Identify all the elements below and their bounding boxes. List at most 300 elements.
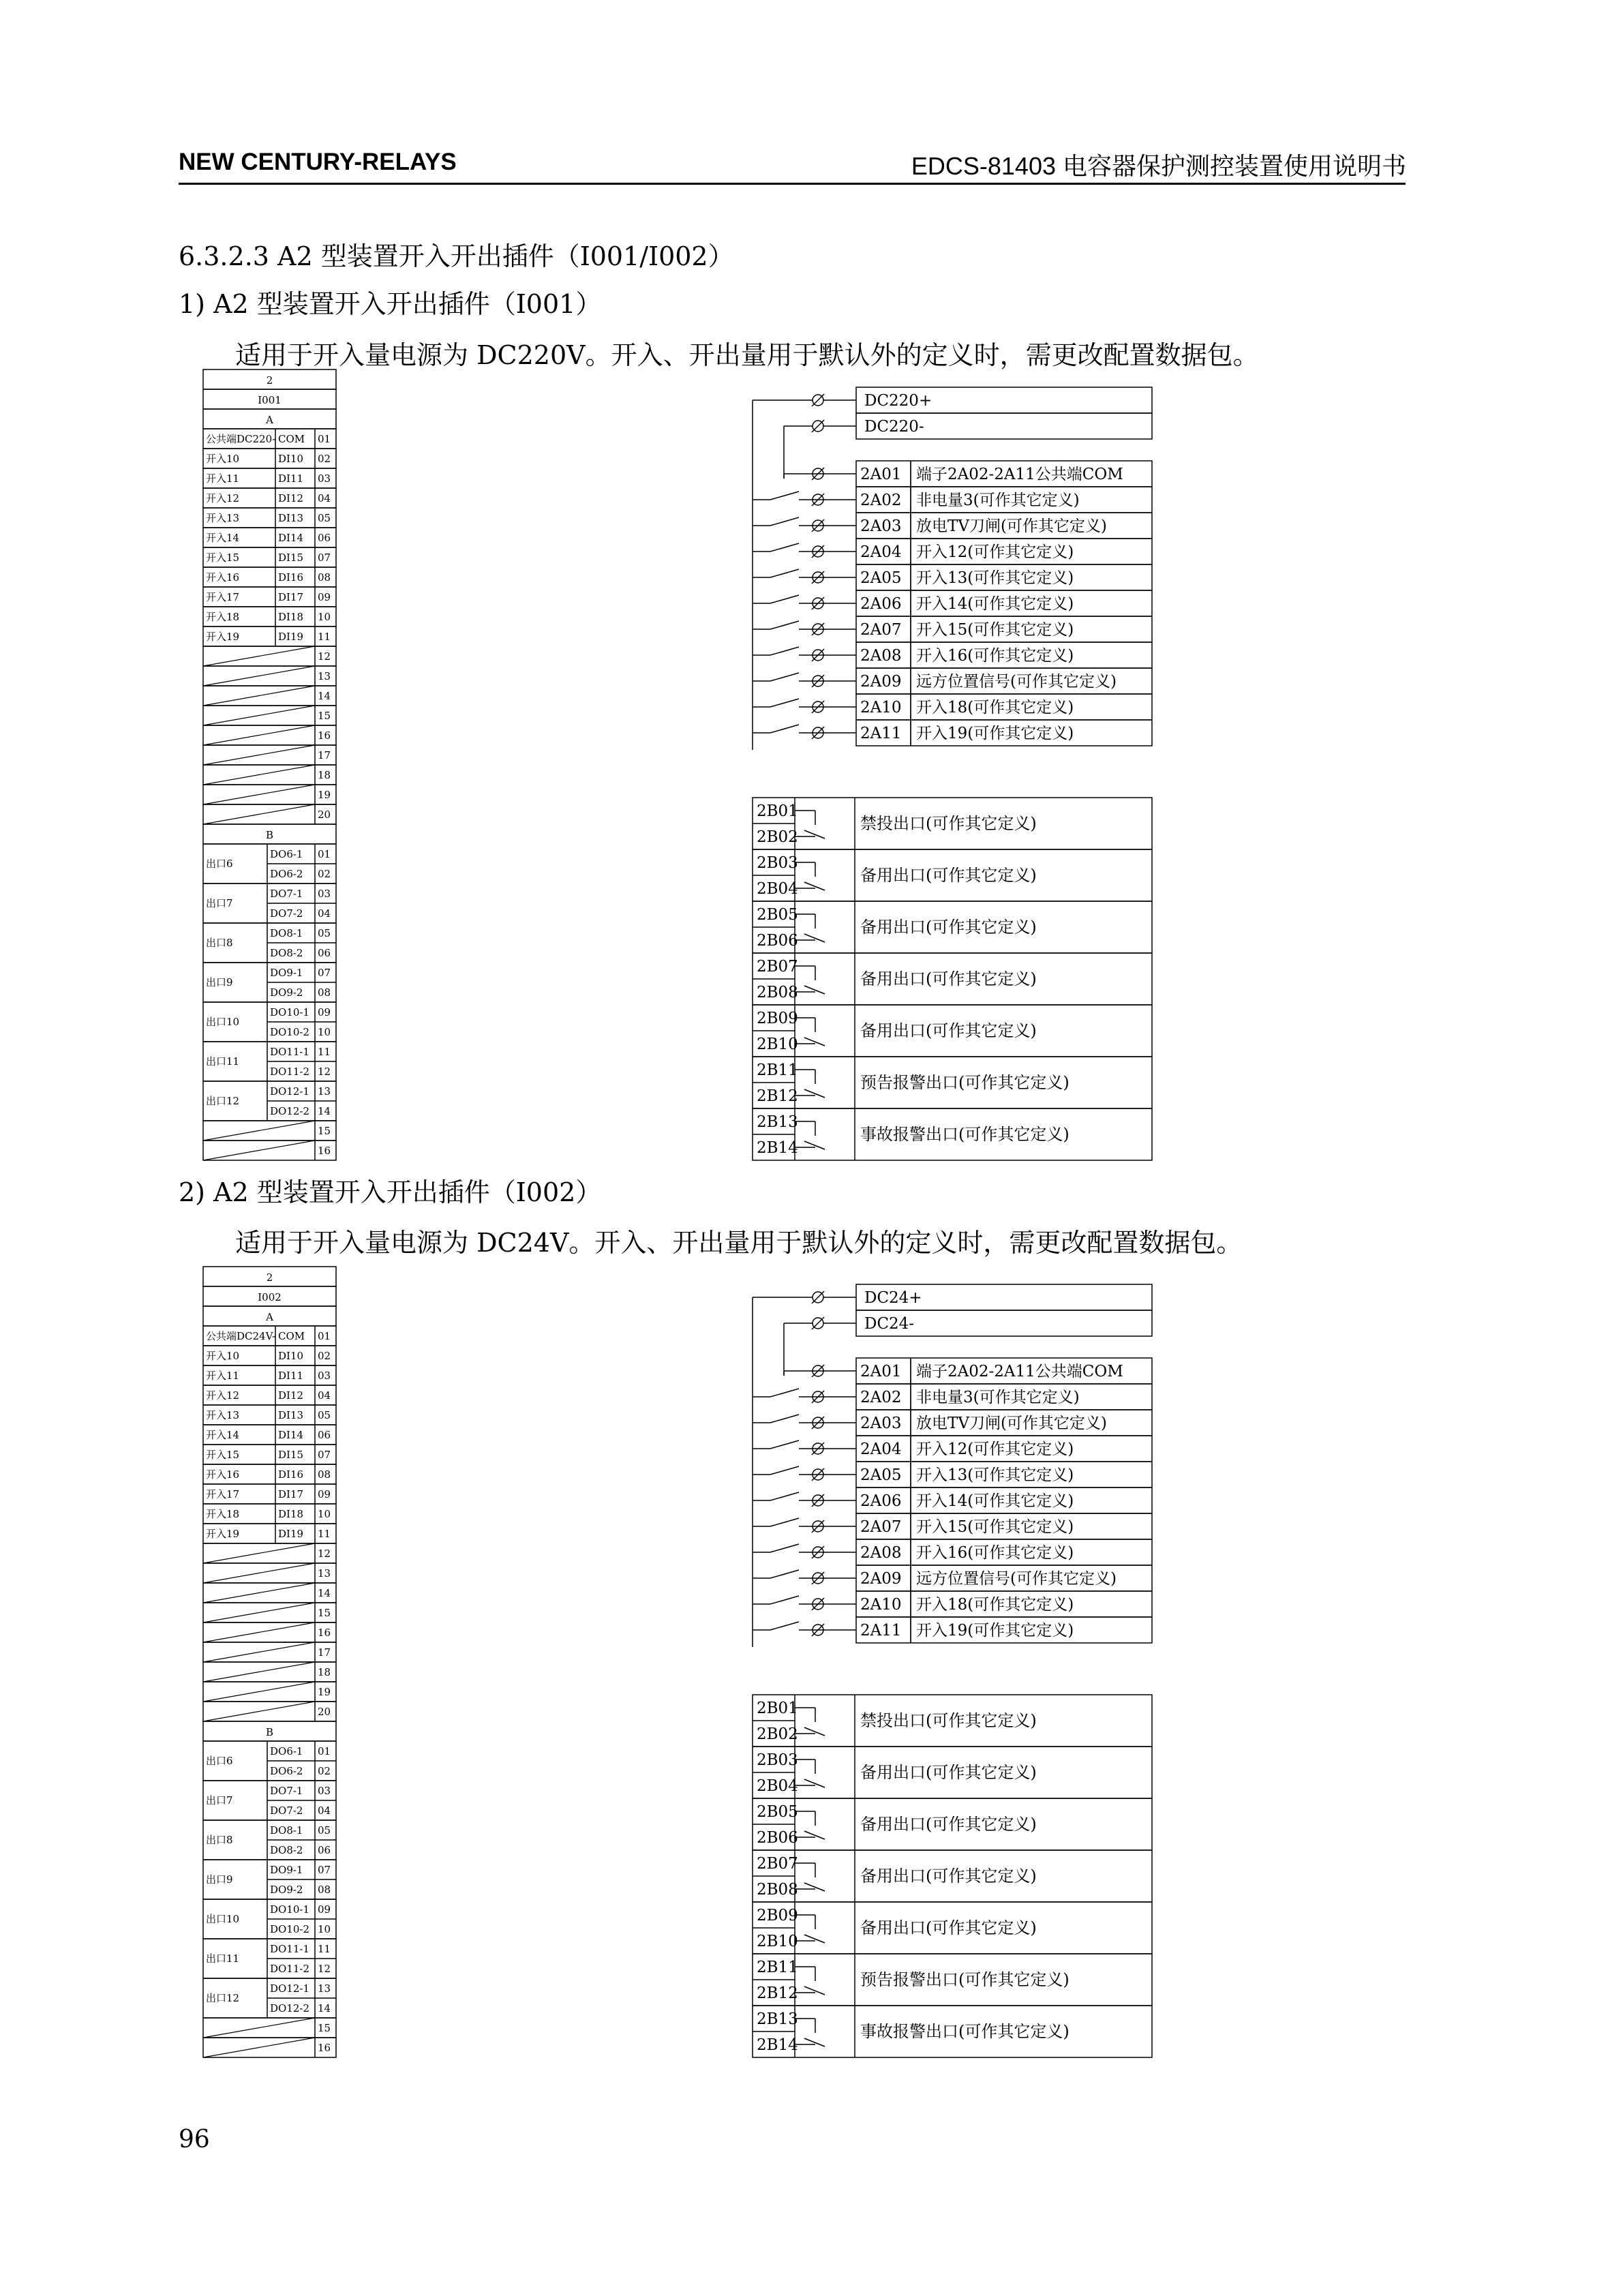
- table-row-code: DI19: [278, 1528, 304, 1540]
- table-row-pin: 05: [318, 927, 331, 939]
- output-description: 禁投出口(可作其它定义): [860, 1711, 1037, 1730]
- table-row-pin: 02: [318, 1350, 331, 1362]
- output-terminal-id: 2B03: [757, 854, 798, 872]
- input-contact-switch: [770, 647, 799, 655]
- table-row-pin: 07: [318, 1449, 331, 1461]
- relay-contact-blade: [804, 1935, 825, 1943]
- table-row-label: 开入15: [206, 552, 240, 564]
- output-description: 备用出口(可作其它定义): [860, 866, 1037, 885]
- output-terminal-id: 2B01: [757, 802, 798, 820]
- table-row-pin: 13: [318, 1982, 331, 1995]
- table-row-pin: 06: [318, 1429, 331, 1441]
- header-company: NEW CENTURY-RELAYS: [179, 149, 457, 175]
- plugin-2-heading: 2) A2 型装置开入开出插件（I002）: [179, 1177, 602, 1207]
- table-row-pin: 16: [318, 1627, 331, 1639]
- table-empty-diagonal: [203, 706, 315, 725]
- table-empty-row: [203, 1583, 336, 1603]
- table-section-b: B: [265, 829, 274, 841]
- input-description: 开入12(可作其它定义): [916, 1440, 1074, 1458]
- table-output-label: 出口11: [206, 1055, 240, 1068]
- table-empty-diagonal: [203, 1682, 315, 1702]
- input-description: 开入14(可作其它定义): [916, 1492, 1074, 1510]
- table-empty-row: [203, 646, 336, 666]
- relay-contact-blade: [804, 1141, 825, 1149]
- table-empty-row: [203, 785, 336, 804]
- table-row-label: 开入17: [206, 591, 240, 603]
- table-empty-row: [203, 2018, 336, 2038]
- table-row-label: 开入17: [206, 1488, 240, 1500]
- table-row-label: 开入18: [206, 1508, 240, 1520]
- input-description: 开入16(可作其它定义): [916, 647, 1074, 665]
- table-row-label: 开入10: [206, 1350, 240, 1362]
- table-row-code: DI15: [278, 552, 304, 564]
- table-row-label: 公共端DC220-: [206, 433, 276, 445]
- table-row-label: 开入18: [206, 611, 240, 623]
- table-empty-row: [203, 1642, 336, 1662]
- table-empty-row: [203, 686, 336, 706]
- table-row-pin: 10: [318, 1026, 331, 1038]
- output-description: 备用出口(可作其它定义): [860, 969, 1037, 988]
- plugin-1-terminal-table: [202, 368, 339, 1174]
- plugin-2-terminal-table: [202, 1265, 339, 2071]
- table-output-label: 出口6: [206, 1755, 233, 1767]
- table-empty-row: [203, 1141, 336, 1160]
- table-output-code: DO7-2: [270, 907, 303, 920]
- input-contact-switch: [770, 1415, 799, 1423]
- input-description: 开入18(可作其它定义): [916, 1596, 1074, 1614]
- plugin-1-description: 适用于开入量电源为 DC220V。开入、开出量用于默认外的定义时，需更改配置数据包。: [235, 340, 1259, 370]
- output-terminal-id: 2B06: [757, 1829, 798, 1847]
- power-label: DC24-: [864, 1315, 915, 1333]
- table-output-code: DO7-2: [270, 1804, 303, 1817]
- table-row-pin: 17: [318, 749, 331, 761]
- output-terminal-id: 2B14: [757, 2036, 798, 2054]
- input-description: 开入15(可作其它定义): [916, 621, 1074, 639]
- table-empty-diagonal: [203, 1543, 315, 1563]
- input-contact-switch: [770, 621, 799, 629]
- table-row-pin: 20: [318, 1706, 331, 1718]
- table-empty-row: [203, 1121, 336, 1141]
- table-row-pin: 15: [318, 1125, 331, 1137]
- table-output-code: DO10-1: [270, 1006, 310, 1018]
- table-slot-number: 2: [266, 374, 273, 387]
- table-output-code: DO12-1: [270, 1982, 310, 1995]
- input-contact-switch: [770, 595, 799, 603]
- table-row-code: DI11: [278, 1370, 304, 1382]
- table-row-pin: 10: [318, 1508, 331, 1520]
- relay-contact-blade: [804, 1883, 825, 1891]
- output-terminal-id: 2B03: [757, 1751, 798, 1769]
- table-output-code: DO6-2: [270, 868, 303, 880]
- table-row-pin: 03: [318, 1785, 331, 1797]
- table-row-code: DI15: [278, 1449, 304, 1461]
- table-row-pin: 15: [318, 2022, 331, 2034]
- input-terminal-id: 2A09: [860, 1570, 902, 1588]
- relay-contact-blade: [804, 934, 825, 942]
- table-row-pin: 06: [318, 1844, 331, 1856]
- table-slot-number: 2: [266, 1271, 273, 1284]
- input-description: 开入13(可作其它定义): [916, 569, 1074, 587]
- relay-contact-blade: [804, 882, 825, 890]
- table-output-code: DO12-2: [270, 2002, 310, 2014]
- table-row-pin: 01: [318, 433, 331, 445]
- table-row-code: DI16: [278, 571, 304, 584]
- table-row-label: 开入19: [206, 631, 240, 643]
- table-empty-diagonal: [203, 1642, 315, 1662]
- table-output-label: 出口9: [206, 1873, 233, 1886]
- table-row-pin: 12: [318, 1963, 331, 1975]
- plugin-1-heading: 1) A2 型装置开入开出插件（I001）: [179, 289, 602, 319]
- table-row-pin: 02: [318, 453, 331, 465]
- table-empty-row: [203, 1603, 336, 1622]
- output-description: 备用出口(可作其它定义): [860, 1021, 1037, 1040]
- table-row-code: DI13: [278, 512, 304, 524]
- table-row-code: DI12: [278, 492, 304, 504]
- table-row-pin: 12: [318, 1547, 331, 1560]
- table-output-code: DO7-1: [270, 1785, 303, 1797]
- relay-contact-blade: [804, 1038, 825, 1046]
- input-description: 开入14(可作其它定义): [916, 595, 1074, 613]
- input-contact-switch: [770, 699, 799, 707]
- table-empty-row: [203, 1563, 336, 1583]
- table-row-pin: 05: [318, 1824, 331, 1837]
- relay-contact-blade: [804, 2038, 825, 2046]
- table-row-pin: 09: [318, 1006, 331, 1018]
- table-row-pin: 09: [318, 1488, 331, 1500]
- table-row-code: DI10: [278, 453, 304, 465]
- table-row-pin: 05: [318, 1409, 331, 1421]
- table-row-code: COM: [278, 1330, 305, 1342]
- table-row-code: DI10: [278, 1350, 304, 1362]
- power-label: DC220+: [864, 392, 932, 410]
- input-terminal-id: 2A06: [860, 1492, 902, 1510]
- table-row-label: 开入14: [206, 1429, 240, 1441]
- output-terminal-id: 2B04: [757, 880, 798, 898]
- table-output-code: DO11-1: [270, 1046, 310, 1058]
- table-empty-diagonal: [203, 1141, 315, 1160]
- table-empty-row: [203, 1543, 336, 1563]
- input-terminal-id: 2A03: [860, 1415, 902, 1432]
- input-terminal-id: 2A10: [860, 699, 902, 716]
- table-row-pin: 15: [318, 710, 331, 722]
- table-empty-diagonal: [203, 1563, 315, 1583]
- table-row-code: DI14: [278, 1429, 304, 1441]
- input-contact-switch: [770, 543, 799, 552]
- table-row-pin: 08: [318, 1884, 331, 1896]
- power-label: DC24+: [864, 1289, 922, 1307]
- table-row-pin: 09: [318, 1903, 331, 1916]
- output-terminal-id: 2B10: [757, 1036, 798, 1053]
- input-description: 放电TV刀闸(可作其它定义): [916, 1415, 1107, 1432]
- table-row-code: DI14: [278, 532, 304, 544]
- table-row-pin: 08: [318, 571, 331, 584]
- input-description: 远方位置信号(可作其它定义): [916, 673, 1117, 691]
- table-output-code: DO9-2: [270, 986, 303, 999]
- table-row-pin: 18: [318, 1666, 331, 1678]
- table-row-pin: 01: [318, 1745, 331, 1757]
- table-row-code: DI19: [278, 631, 304, 643]
- table-row-pin: 13: [318, 1567, 331, 1580]
- input-terminal-id: 2A02: [860, 1389, 902, 1406]
- table-empty-diagonal: [203, 1622, 315, 1642]
- input-contact-switch: [770, 517, 799, 526]
- table-output-code: DO9-1: [270, 1864, 303, 1876]
- table-output-label: 出口7: [206, 897, 233, 909]
- input-contact-switch: [770, 1570, 799, 1578]
- table-output-label: 出口9: [206, 976, 233, 988]
- table-row-pin: 17: [318, 1646, 331, 1659]
- table-row-code: DI17: [278, 591, 304, 603]
- input-terminal-id: 2A06: [860, 595, 902, 613]
- output-description: 备用出口(可作其它定义): [860, 918, 1037, 937]
- table-row-pin: 06: [318, 532, 331, 544]
- table-empty-row: [203, 745, 336, 765]
- table-row-pin: 11: [318, 631, 331, 643]
- input-contact-switch: [770, 492, 799, 500]
- output-terminal-id: 2B02: [757, 828, 798, 846]
- table-row-label: 开入13: [206, 512, 240, 524]
- table-row-pin: 13: [318, 1085, 331, 1098]
- output-terminal-id: 2B12: [757, 1087, 798, 1105]
- input-terminal-id: 2A11: [860, 725, 902, 742]
- table-output-label: 出口8: [206, 937, 233, 949]
- table-output-code: DO12-1: [270, 1085, 310, 1098]
- table-row-pin: 11: [318, 1943, 331, 1955]
- table-output-label: 出口6: [206, 858, 233, 870]
- table-output-code: DO11-2: [270, 1963, 310, 1975]
- table-section-a: A: [266, 1311, 273, 1323]
- table-row-pin: 04: [318, 1389, 331, 1402]
- table-row-code: DI13: [278, 1409, 304, 1421]
- input-description: 开入18(可作其它定义): [916, 699, 1074, 716]
- table-output-code: DO11-1: [270, 1943, 310, 1955]
- input-terminal-id: 2A10: [860, 1596, 902, 1614]
- output-description: 备用出口(可作其它定义): [860, 1918, 1037, 1937]
- table-row-pin: 16: [318, 2042, 331, 2054]
- output-terminal-id: 2B13: [757, 1113, 798, 1131]
- input-terminal-id: 2A07: [860, 1518, 902, 1536]
- table-row-pin: 11: [318, 1046, 331, 1058]
- output-terminal-id: 2B04: [757, 1777, 798, 1795]
- table-output-code: DO11-2: [270, 1066, 310, 1078]
- output-description: 备用出口(可作其它定义): [860, 1867, 1037, 1886]
- table-row-pin: 02: [318, 1765, 331, 1777]
- output-terminal-id: 2B11: [757, 1959, 798, 1976]
- table-output-code: DO10-2: [270, 1923, 310, 1935]
- input-contact-switch: [770, 1596, 799, 1604]
- table-row-pin: 07: [318, 967, 331, 979]
- table-row-pin: 14: [318, 1587, 331, 1599]
- relay-contact-blade: [804, 1779, 825, 1787]
- table-row-code: COM: [278, 433, 305, 445]
- table-row-pin: 03: [318, 1370, 331, 1382]
- table-output-code: DO8-1: [270, 1824, 303, 1837]
- page-number: 96: [179, 2126, 210, 2154]
- table-section-b: B: [265, 1726, 274, 1738]
- input-description: 非电量3(可作其它定义): [916, 492, 1080, 509]
- input-terminal-id: 2A03: [860, 517, 902, 535]
- table-output-code: DO8-2: [270, 1844, 303, 1856]
- input-description: 端子2A02-2A11公共端COM: [916, 466, 1123, 483]
- input-contact-switch: [770, 1440, 799, 1449]
- input-contact-switch: [770, 1492, 799, 1500]
- table-row-pin: 15: [318, 1607, 331, 1619]
- input-terminal-id: 2A07: [860, 621, 902, 639]
- table-row-code: DI12: [278, 1389, 304, 1402]
- input-description: 开入12(可作其它定义): [916, 543, 1074, 561]
- table-empty-diagonal: [203, 804, 315, 824]
- table-empty-diagonal: [203, 2018, 315, 2038]
- relay-contact-blade: [804, 1727, 825, 1736]
- output-terminal-id: 2B07: [757, 1855, 798, 1873]
- output-description: 事故报警出口(可作其它定义): [860, 1125, 1070, 1144]
- input-contact-switch: [770, 1544, 799, 1552]
- table-row-label: 开入11: [206, 1370, 240, 1382]
- input-description: 远方位置信号(可作其它定义): [916, 1570, 1117, 1588]
- relay-contact-blade: [804, 830, 825, 839]
- table-row-label: 开入13: [206, 1409, 240, 1421]
- table-row-pin: 05: [318, 512, 331, 524]
- table-row-pin: 12: [318, 1066, 331, 1078]
- table-row-code: DI17: [278, 1488, 304, 1500]
- table-output-code: DO7-1: [270, 888, 303, 900]
- output-description: 预告报警出口(可作其它定义): [860, 1073, 1070, 1092]
- output-terminal-id: 2B14: [757, 1139, 798, 1157]
- table-row-label: 开入14: [206, 532, 240, 544]
- input-terminal-id: 2A11: [860, 1622, 902, 1640]
- table-row-pin: 14: [318, 2002, 331, 2014]
- input-contact-switch: [770, 1622, 799, 1630]
- table-row-code: DI11: [278, 472, 304, 485]
- table-empty-row: [203, 2038, 336, 2057]
- table-row-code: DI18: [278, 1508, 304, 1520]
- table-row-code: DI16: [278, 1468, 304, 1481]
- table-plugin-name: I001: [258, 394, 282, 406]
- table-output-code: DO8-1: [270, 927, 303, 939]
- header-rule: [179, 183, 1406, 185]
- input-description: 开入15(可作其它定义): [916, 1518, 1074, 1536]
- input-description: 开入13(可作其它定义): [916, 1466, 1074, 1484]
- table-empty-diagonal: [203, 666, 315, 686]
- table-row-pin: 04: [318, 907, 331, 920]
- table-empty-diagonal: [203, 745, 315, 765]
- table-row-pin: 20: [318, 809, 331, 821]
- table-row-pin: 08: [318, 986, 331, 999]
- table-output-code: DO9-1: [270, 967, 303, 979]
- input-terminal-id: 2A04: [860, 1440, 902, 1458]
- table-row-label: 开入19: [206, 1528, 240, 1540]
- table-empty-diagonal: [203, 686, 315, 706]
- input-terminal-id: 2A09: [860, 673, 902, 691]
- table-empty-row: [203, 725, 336, 745]
- table-row-pin: 02: [318, 868, 331, 880]
- table-output-code: DO6-1: [270, 848, 303, 860]
- table-row-pin: 14: [318, 1105, 331, 1117]
- input-contact-switch: [770, 569, 799, 577]
- table-empty-diagonal: [203, 1603, 315, 1622]
- table-row-pin: 14: [318, 690, 331, 702]
- table-output-code: DO8-2: [270, 947, 303, 959]
- table-plugin-name: I002: [258, 1291, 282, 1303]
- table-row-pin: 19: [318, 1686, 331, 1698]
- input-description: 开入19(可作其它定义): [916, 1622, 1074, 1640]
- table-empty-row: [203, 804, 336, 824]
- output-description: 事故报警出口(可作其它定义): [860, 2022, 1070, 2041]
- output-description: 备用出口(可作其它定义): [860, 1763, 1037, 1782]
- table-empty-diagonal: [203, 1583, 315, 1603]
- input-terminal-id: 2A02: [860, 492, 902, 509]
- input-description: 放电TV刀闸(可作其它定义): [916, 517, 1107, 535]
- table-row-pin: 07: [318, 552, 331, 564]
- output-terminal-id: 2B05: [757, 906, 798, 924]
- table-row-pin: 03: [318, 472, 331, 485]
- table-output-code: DO6-1: [270, 1745, 303, 1757]
- output-terminal-id: 2B08: [757, 984, 798, 1001]
- table-row-label: 开入10: [206, 453, 240, 465]
- table-output-code: DO9-2: [270, 1884, 303, 1896]
- input-terminal-id: 2A01: [860, 466, 902, 483]
- input-description: 开入19(可作其它定义): [916, 725, 1074, 742]
- input-contact-switch: [770, 1466, 799, 1475]
- output-terminal-id: 2B12: [757, 1984, 798, 2002]
- table-output-code: DO12-2: [270, 1105, 310, 1117]
- input-description: 端子2A02-2A11公共端COM: [916, 1363, 1123, 1380]
- table-row-pin: 08: [318, 1468, 331, 1481]
- output-terminal-id: 2B10: [757, 1933, 798, 1950]
- table-empty-row: [203, 1662, 336, 1682]
- table-empty-row: [203, 666, 336, 686]
- table-output-code: DO10-2: [270, 1026, 310, 1038]
- table-output-label: 出口12: [206, 1992, 240, 2004]
- table-row-pin: 04: [318, 492, 331, 504]
- table-output-label: 出口12: [206, 1095, 240, 1107]
- input-description: 开入16(可作其它定义): [916, 1544, 1074, 1562]
- output-terminal-id: 2B08: [757, 1881, 798, 1899]
- input-terminal-id: 2A08: [860, 647, 902, 665]
- table-row-label: 开入16: [206, 1468, 240, 1481]
- input-terminal-id: 2A05: [860, 1466, 902, 1484]
- output-terminal-id: 2B09: [757, 1010, 798, 1027]
- table-empty-diagonal: [203, 1702, 315, 1721]
- header-document-title: EDCS-81403 电容器保护测控装置使用说明书: [911, 152, 1406, 180]
- output-terminal-id: 2B09: [757, 1907, 798, 1924]
- relay-contact-blade: [804, 1089, 825, 1098]
- relay-contact-blade: [804, 986, 825, 994]
- table-row-label: 开入15: [206, 1449, 240, 1461]
- table-output-label: 出口10: [206, 1913, 240, 1925]
- table-output-label: 出口7: [206, 1794, 233, 1807]
- table-row-pin: 10: [318, 1923, 331, 1935]
- table-row-pin: 04: [318, 1804, 331, 1817]
- table-row-pin: 03: [318, 888, 331, 900]
- input-contact-switch: [770, 1389, 799, 1397]
- table-row-label: 开入12: [206, 1389, 240, 1402]
- table-row-pin: 09: [318, 591, 331, 603]
- output-terminal-id: 2B11: [757, 1061, 798, 1079]
- table-row-pin: 11: [318, 1528, 331, 1540]
- output-terminal-id: 2B13: [757, 2010, 798, 2028]
- table-empty-diagonal: [203, 2038, 315, 2057]
- input-contact-switch: [770, 725, 799, 733]
- table-empty-row: [203, 706, 336, 725]
- output-description: 预告报警出口(可作其它定义): [860, 1970, 1070, 1989]
- table-output-label: 出口8: [206, 1834, 233, 1846]
- table-output-code: DO6-2: [270, 1765, 303, 1777]
- table-empty-diagonal: [203, 646, 315, 666]
- output-description: 禁投出口(可作其它定义): [860, 814, 1037, 833]
- table-row-label: 公共端DC24V-: [206, 1330, 276, 1342]
- output-terminal-id: 2B06: [757, 932, 798, 950]
